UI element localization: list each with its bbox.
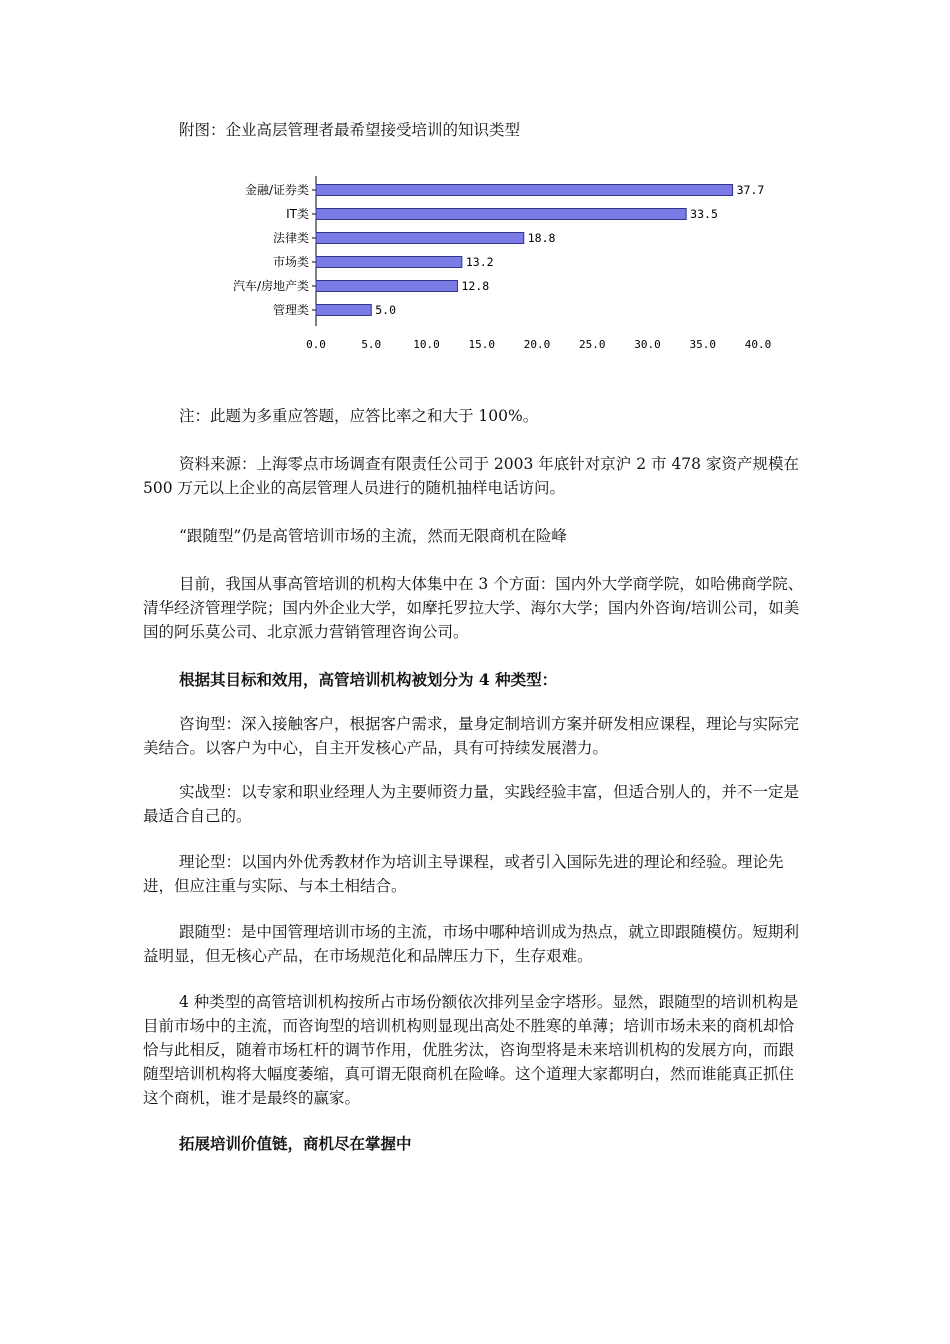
data-label: 5.0	[375, 303, 397, 317]
category-label: 管理类	[272, 303, 309, 317]
bold-heading: 拓展培训价值链，商机尽在掌握中	[179, 1134, 412, 1153]
body-paragraph: 实战型：以专家和职业经理人为主要师资力量，实践经验丰富，但适合别人的，并不一定是最适合自己的。	[143, 783, 800, 825]
section-heading: “跟随型”仍是高管培训市场的主流，然而无限商机在险峰	[179, 527, 567, 545]
x-tick-label: 35.0	[689, 338, 716, 351]
bar	[316, 209, 686, 220]
x-tick-label: 40.0	[744, 338, 772, 351]
source-paragraph: 资料来源：上海零点市场调查有限责任公司于 2003 年底针对京沪 2 市 478 家资产规模在 500 万元以上企业的高层管理人员进行的随机抽样电话访问。	[143, 455, 799, 497]
bold-heading: 根据其目标和效用，高管培训机构被划分为 4 种类型：	[179, 670, 558, 689]
x-tick-label: 20.0	[523, 338, 551, 351]
x-tick-label: 10.0	[413, 338, 440, 351]
body-paragraph: 4 种类型的高管培训机构按所占市场份额依次排列呈金字塔形。显然，跟随型的培训机构是目前市场中的主流，而咨询型的培训机构则显现出高处不胜寒的单薄；培训市场未来的商机却恰恰与此相反，随着市场杠杆的调节作用，优胜劣汰，咨询型将是未来培训机构的发展方向，而跟随型培训机构将大幅度萎缩，真可谓无限商机在险峰。这个道理大家都明白，然而谁能真正抓住这个商机，谁才是最终的赢家。	[143, 993, 799, 1107]
bar	[316, 233, 524, 244]
body-paragraph: 目前，我国从事高管培训的机构大体集中在 3 个方面：国内外大学商学院，如哈佛商学院、清华经济管理学院；国内外企业大学，如摩托罗拉大学、海尔大学；国内外咨询/培训公司，如美国的阿乐莫公司、北京派力营销管理咨询公司。	[143, 575, 804, 641]
x-tick-label: 25.0	[579, 338, 606, 351]
data-label: 13.2	[465, 255, 494, 269]
x-tick-label: 0.0	[306, 338, 326, 351]
data-label: 18.8	[527, 231, 556, 245]
category-label: 金融/证券类	[244, 183, 309, 197]
category-label: 法律类	[272, 231, 309, 245]
data-label: 12.8	[461, 279, 490, 293]
x-tick-label: 15.0	[468, 338, 495, 351]
data-label: 37.7	[736, 183, 765, 197]
body-paragraph: 跟随型：是中国管理培训市场的主流，市场中哪种培训成为热点，就立即跟随模仿。短期利益明显，但无核心产品，在市场规范化和品牌压力下，生存艰难。	[143, 923, 800, 965]
x-tick-label: 5.0	[361, 338, 382, 351]
bar	[316, 281, 457, 292]
bar	[316, 305, 371, 316]
data-label: 33.5	[690, 207, 718, 221]
body-paragraph: 咨询型：深入接触客户，根据客户需求，量身定制培训方案并研发相应课程，理论与实际完美结合。以客户为中心，自主开发核心产品，具有可持续发展潜力。	[143, 715, 800, 757]
bar-chart	[196, 170, 796, 355]
x-tick-label: 30.0	[634, 338, 661, 351]
figure-caption: 附图：企业高层管理者最希望接受培训的知识类型	[179, 121, 521, 139]
category-label: 汽车/房地产类	[232, 279, 309, 293]
note-paragraph: 注：此题为多重应答题，应答比率之和大于 100%。	[179, 407, 539, 425]
category-label: IT类	[286, 207, 309, 221]
body-paragraph: 理论型：以国内外优秀教材作为培训主导课程，或者引入国际先进的理论和经验。理论先进，但应注重与实际、与本土相结合。	[143, 853, 784, 895]
bar	[316, 257, 462, 268]
bar	[316, 185, 733, 196]
category-label: 市场类	[272, 255, 309, 269]
